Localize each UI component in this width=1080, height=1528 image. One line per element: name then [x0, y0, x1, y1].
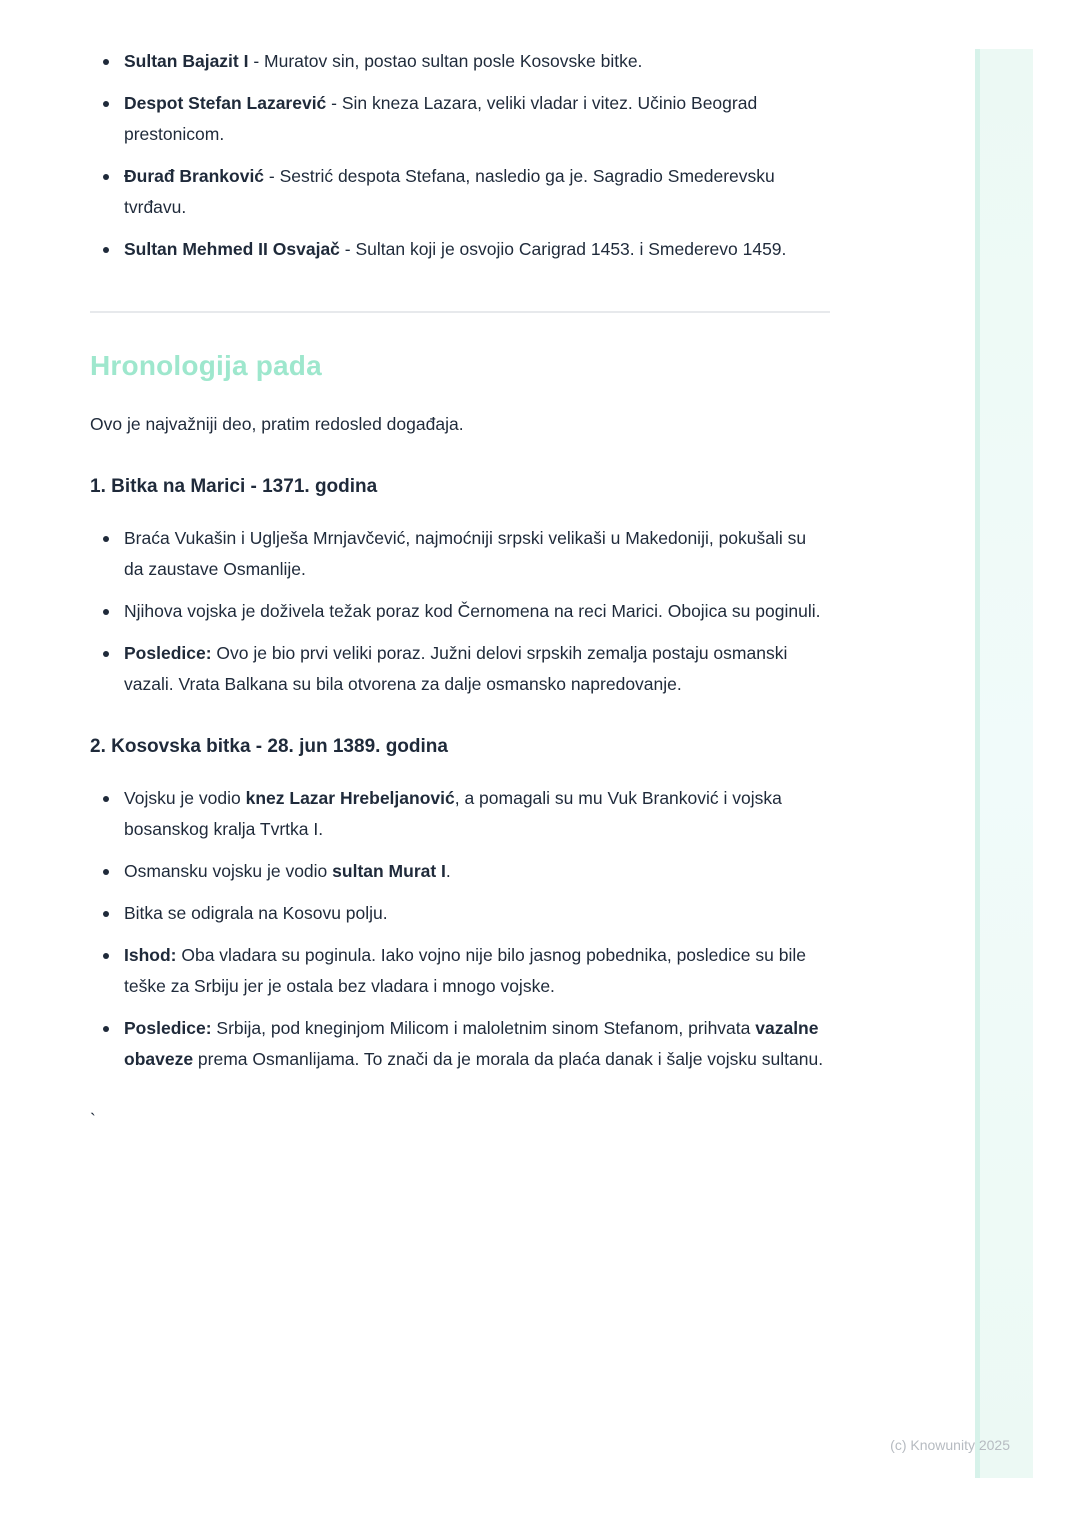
bullet-bold-text: sultan Murat I [332, 861, 446, 881]
list-item [124, 88, 830, 150]
list-item [124, 856, 830, 887]
bullet-text: Njihova vojska je doživela težak poraz kod Černomena na reci Marici. Obojica su poginuli. [124, 601, 821, 621]
bullet-bold-text: knez Lazar Hrebeljanović [245, 788, 455, 808]
bullet-bold-text: Đurađ Branković [124, 166, 265, 186]
bullet-text: Braća Vukašin i Uglješa Mrnjavčević, najmoćniji srpski velikaši u Makedoniji, pokušali su da zaustave Osmanlije. [124, 528, 807, 579]
marica-battle-list [90, 523, 830, 700]
bullet-bold-text: Ishod: [124, 945, 177, 965]
bullet-text: - Sin kneza Lazara, veliki vladar i vitez. Učinio Beograd prestonicom. [124, 93, 758, 144]
bullet-text: prema Osmanlijama. To znači da je morala da plaća danak i šalje vojsku sultanu. [193, 1049, 824, 1069]
bullet-bold-text: Posledice: [124, 1018, 212, 1038]
copyright-watermark: (c) Knowunity 2025 [890, 1437, 1010, 1453]
key-figures-list [90, 46, 830, 265]
bullet-text: Ovo je bio prvi veliki poraz. Južni delovi srpskih zemalja postaju osmanski vazali. Vrata Balkana su bila otvorena za dalje osmansko napredovanje. [124, 643, 788, 694]
bullet-bold-text: Sultan Mehmed II Osvajač [124, 239, 340, 259]
subsection-title-marica: 1. Bitka na Marici - 1371. godina [90, 476, 378, 497]
bullet-text: Vojsku je vodio [124, 788, 246, 808]
list-item [124, 234, 830, 265]
bullet-bold-text: Sultan Bajazit I [124, 51, 249, 71]
page-content [90, 46, 830, 1136]
list-item [124, 161, 830, 223]
bullet-text: - Sestrić despota Stefana, nasledio ga je. Sagradio Smederevsku tvrđavu. [124, 166, 775, 217]
list-item [124, 940, 830, 1002]
bullet-text: - Muratov sin, postao sultan posle Kosovske bitke. [248, 51, 643, 71]
list-item [124, 638, 830, 700]
bullet-text: Bitka se odigrala na Kosovu polju. [124, 903, 388, 923]
bullet-text: Oba vladara su poginula. Iako vojno nije bilo jasnog pobednika, posledice su bile teške za Srbiju jer je ostala bez vladara i mnogo vojske. [124, 945, 806, 996]
list-item [124, 523, 830, 585]
lead-paragraph: Ovo je najvažniji deo, pratim redosled događaja. [90, 414, 464, 434]
subsection-title-kosovo: 2. Kosovska bitka - 28. jun 1389. godina [90, 736, 448, 757]
bullet-text: . [445, 861, 451, 881]
list-item [124, 898, 830, 929]
bullet-text: - Sultan koji je osvojio Carigrad 1453. i Smederevo 1459. [339, 239, 787, 259]
stray-character: ` [90, 1110, 96, 1130]
list-item [124, 46, 830, 77]
bullet-bold-text: Despot Stefan Lazarević [124, 93, 327, 113]
list-item [124, 1013, 830, 1075]
list-item [124, 596, 830, 627]
bullet-bold-text: vazalne obaveze [124, 1018, 819, 1069]
bullet-text: , a pomagali su mu Vuk Branković i vojska bosanskog kralja Tvrtka I. [124, 788, 782, 839]
kosovo-battle-list [90, 783, 830, 1075]
page-title: Hronologija pada [90, 350, 322, 381]
bullet-text: Osmansku vojsku je vodio [124, 861, 333, 881]
accent-stripe [975, 49, 1033, 1478]
bullet-bold-text: Posledice: [124, 643, 212, 663]
list-item [124, 783, 830, 845]
bullet-text: Srbija, pod kneginjom Milicom i maloletnim sinom Stefanom, prihvata [211, 1018, 756, 1038]
section-divider [90, 311, 830, 313]
